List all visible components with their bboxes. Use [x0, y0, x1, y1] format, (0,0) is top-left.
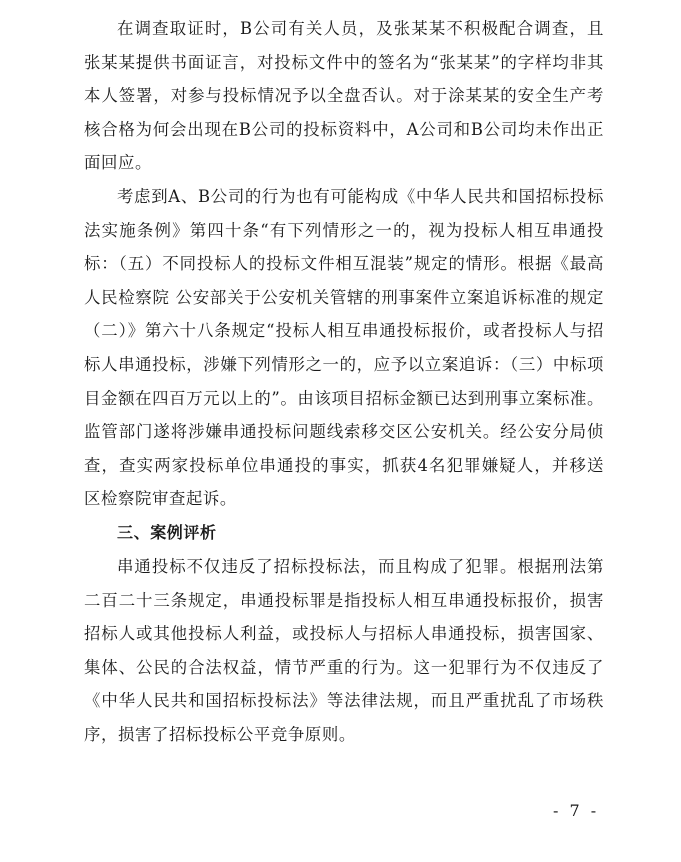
- body-paragraph: 串通投标不仅违反了招标投标法，而且构成了犯罪。根据刑法第二百二十三条规定，串通投标罪是指投标人相互串通投标报价，损害招标人或其他投标人利益，或投标人与招标人串通投标，损害国家、集体、公民的合法权益，情节严重的行为。这一犯罪行为不仅违反了《中华人民共和国招标投标法》等法律法规，而且严重扰乱了市场秩序，损害了招标投标公平竞争原则。: [84, 556, 604, 744]
- body-paragraph: 考虑到A、B公司的行为也有可能构成《中华人民共和国招标投标法实施条例》第四十条“有下列情形之一的，视为投标人相互串通投标：（五）不同投标人的投标文件相互混装”规定的情形。根据《最高人民检察院 公安部关于公安机关管辖的刑事案件立案追诉标准的规定（二）》第六十八条规定“投标人相互串通投标报价，或者投标人与招标人串通投标，涉嫌下列情形之一的，应予以立案追诉：（三）中标项目金额在四百万元以上的”。由该项目招标金额已达到刑事立案标准。监管部门遂将涉嫌串通投标问题线索移交区公安机关。经公安分局侦查，查实两家投标单位串通投的事实，抓获4名犯罪嫌疑人，并移送区检察院审查起诉。: [84, 186, 604, 509]
- page-number: - 7 -: [553, 801, 600, 820]
- body-paragraph: 在调查取证时，B公司有关人员，及张某某不积极配合调查，且张某某提供书面证言，对投标文件中的签名为“张某某”的字样均非其本人签署，对参与投标情况予以全盘否认。对于涂某某的安全生产考核合格为何会出现在B公司的投标资料中，A公司和B公司均未作出正面回应。: [84, 19, 604, 173]
- document-body: [84, 12, 604, 751]
- section-heading: 三、案例评析: [117, 522, 217, 542]
